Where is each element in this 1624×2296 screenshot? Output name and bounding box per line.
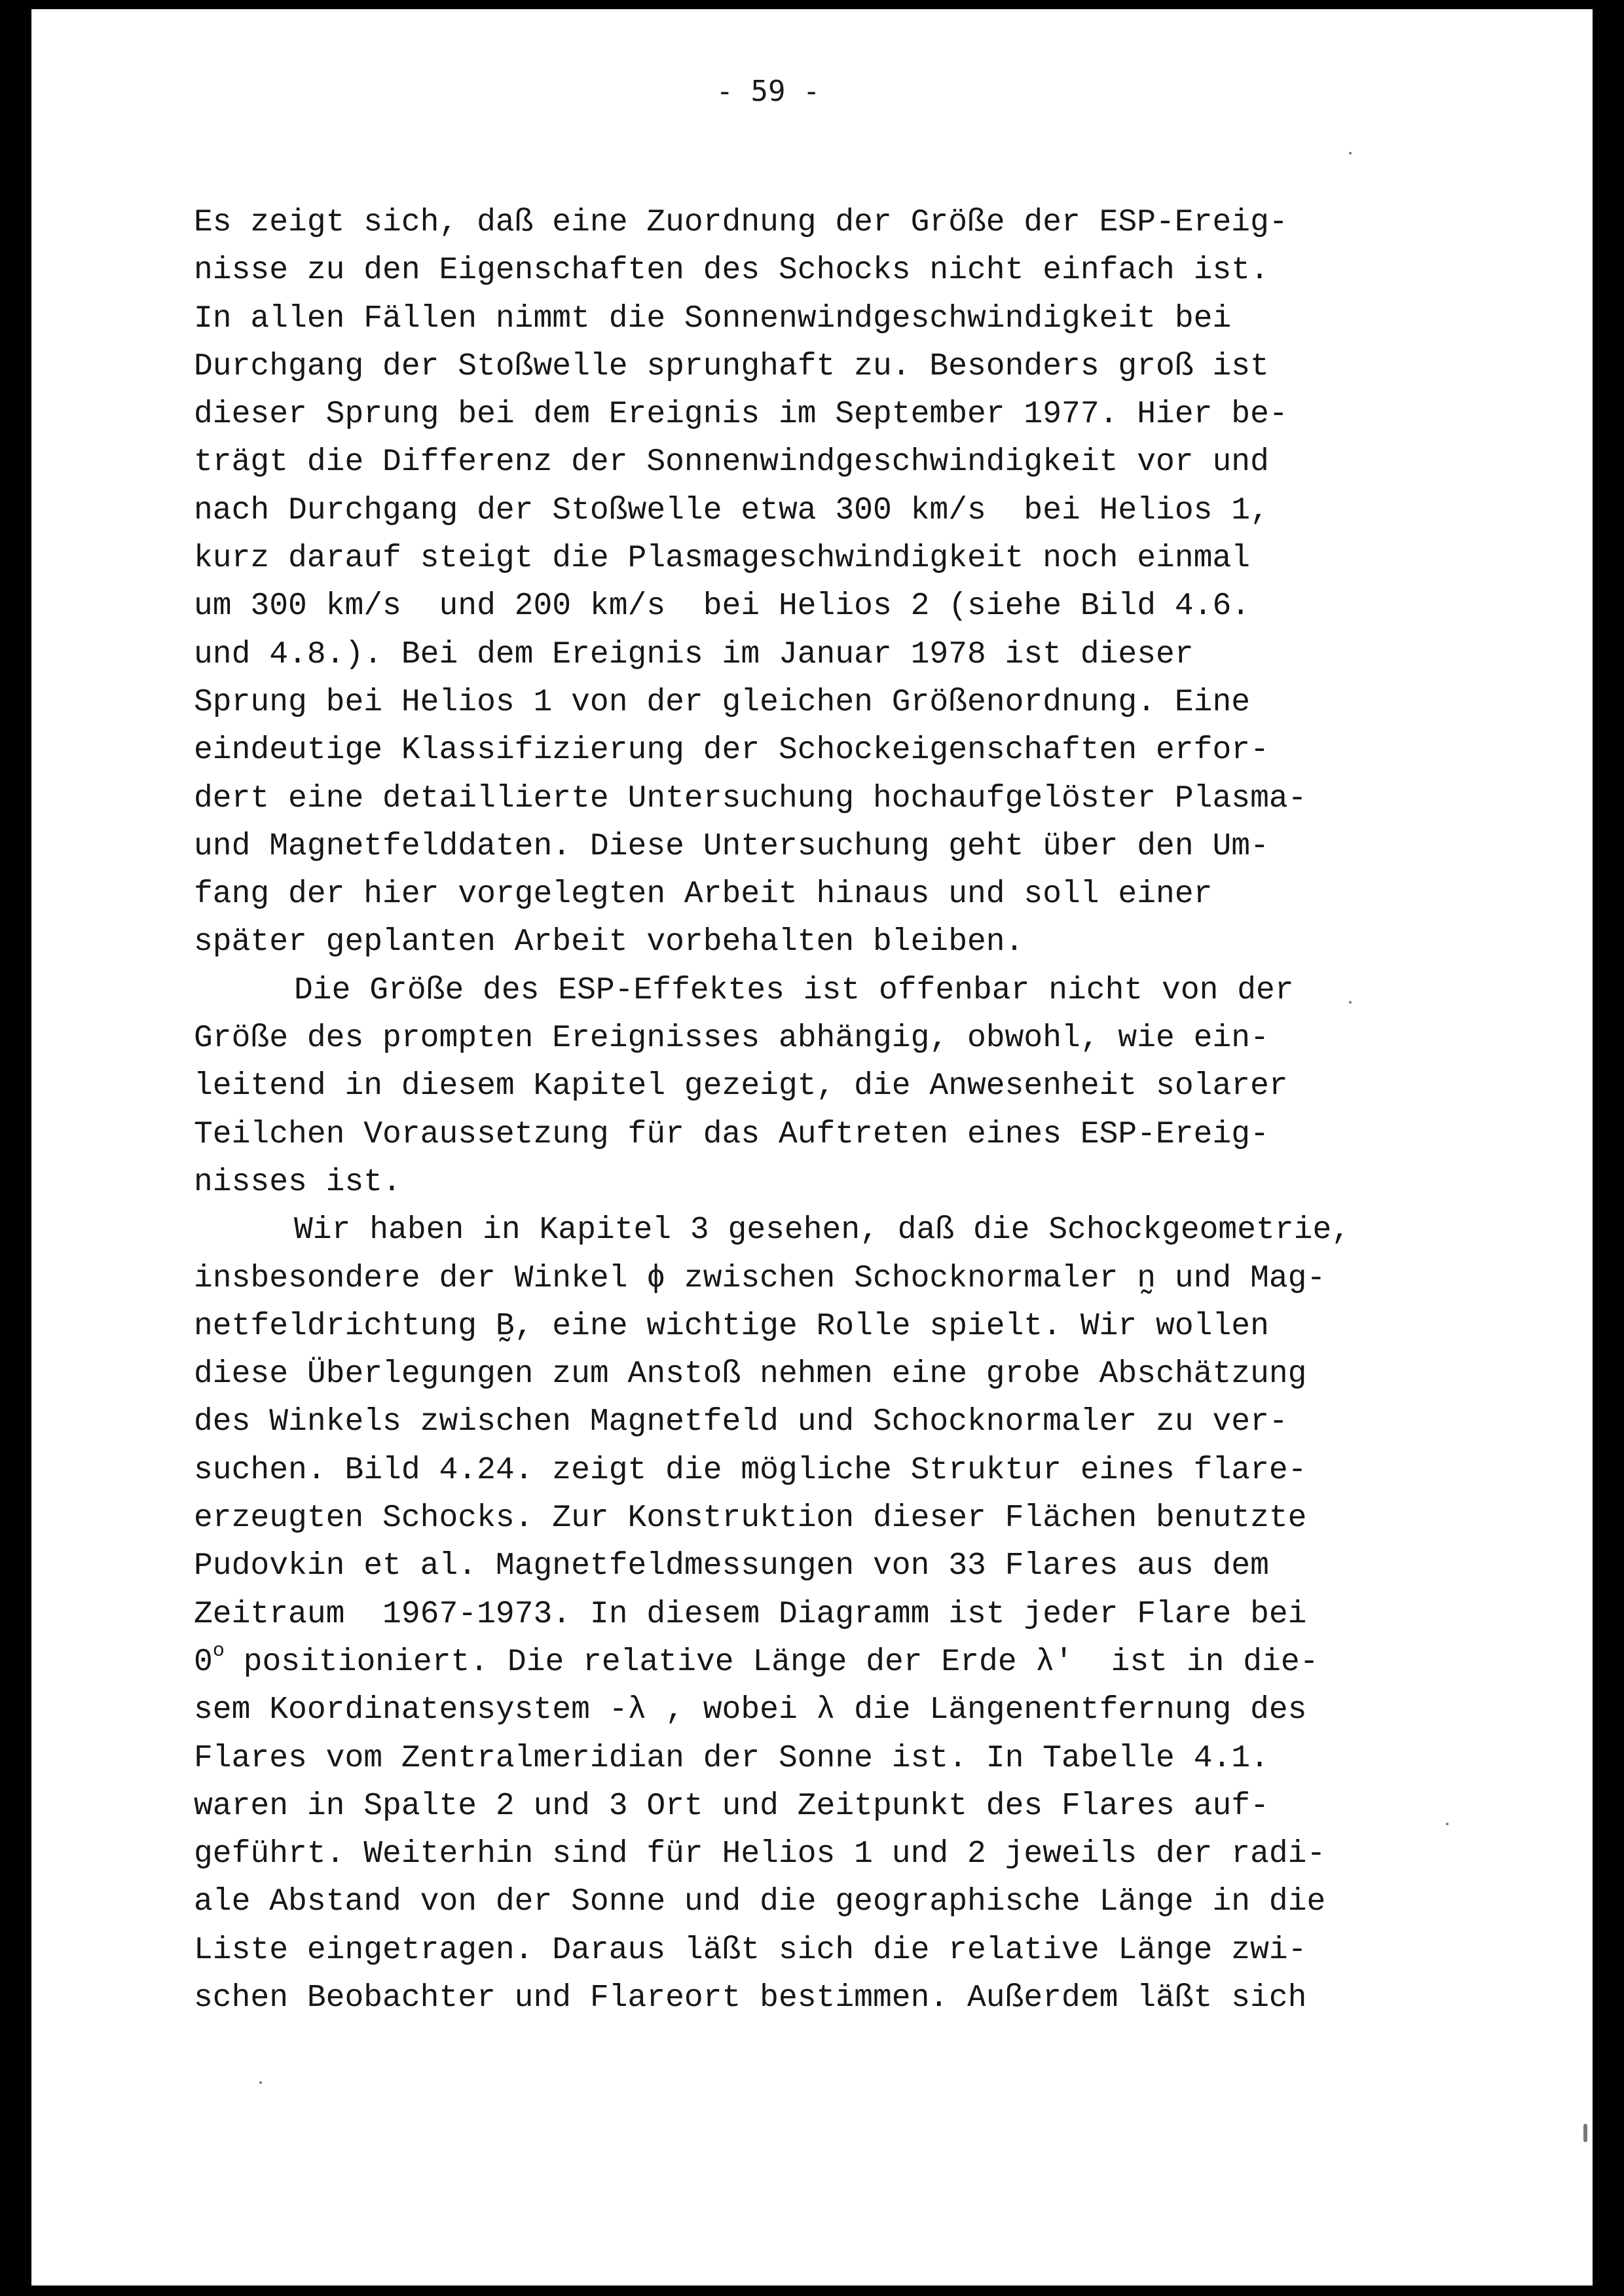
text-line: fang der hier vorgelegten Arbeit hinaus und soll einer [194, 877, 1213, 913]
text-line: diese Überlegungen zum Anstoß nehmen eine grobe Abschätzung [194, 1357, 1307, 1393]
text-line: später geplanten Arbeit vorbehalten bleiben. [194, 924, 1024, 960]
text-line: Liste eingetragen. Daraus läßt sich die relative Länge zwi- [194, 1932, 1307, 1968]
text-line: Sprung bei Helios 1 von der gleichen Größenordnung. Eine [194, 684, 1251, 720]
degree-superscript: o [212, 1639, 225, 1662]
text-line: erzeugten Schocks. Zur Konstruktion dieser Flächen benutzte [194, 1501, 1307, 1537]
document-page [31, 9, 1593, 2286]
text-line: des Winkels zwischen Magnetfeld und Schocknormaler zu ver- [194, 1404, 1288, 1440]
text-line: ale Abstand von der Sonne und die geographische Länge in die [194, 1884, 1326, 1920]
text-line: kurz darauf steigt die Plasmageschwindigkeit noch einmal [194, 541, 1251, 577]
text-line: Zeitraum 1967-1973. In diesem Diagramm ist jeder Flare bei [194, 1596, 1307, 1632]
text-line: Durchgang der Stoßwelle sprunghaft zu. Besonders groß ist [194, 348, 1269, 384]
text-line: Teilchen Voraussetzung für das Auftreten eines ESP-Ereig- [194, 1116, 1269, 1152]
text-line: dert eine detaillierte Untersuchung hochaufgelöster Plasma- [194, 780, 1307, 816]
text-line: suchen. Bild 4.24. zeigt die mögliche Struktur eines flare- [194, 1452, 1307, 1488]
text-line: nisse zu den Eigenschaften des Schocks nicht einfach ist. [194, 253, 1269, 289]
text-line: geführt. Weiterhin sind für Helios 1 und 2 jeweils der radi- [194, 1836, 1326, 1872]
text-line: dieser Sprung bei dem Ereignis im September 1977. Hier be- [194, 397, 1288, 433]
scan-speck [1349, 152, 1352, 155]
text-line: um 300 km/s und 200 km/s bei Helios 2 (siehe Bild 4.6. [194, 589, 1251, 625]
text-line: Pudovkin et al. Magnetfeldmessungen von 33 Flares aus dem [194, 1548, 1269, 1584]
text-line: nach Durchgang der Stoßwelle etwa 300 km/s bei Helios 1, [194, 492, 1269, 528]
scan-speck [1583, 2124, 1587, 2142]
degree-value: 0 [194, 1644, 213, 1680]
text-line [194, 1639, 1477, 1686]
page-number: - 59 - [716, 75, 821, 108]
text-line: nisses ist. [194, 1164, 401, 1200]
scan-speck [1349, 1001, 1352, 1004]
scan-speck [1446, 1823, 1449, 1825]
text-line: trägt die Differenz der Sonnenwindgeschwindigkeit vor und [194, 445, 1269, 481]
scan-speck [259, 2081, 262, 2084]
paragraph-start-line: Wir haben in Kapitel 3 gesehen, daß die Schockgeometrie, [294, 1212, 1351, 1248]
text-line: sem Koordinatensystem -λ , wobei λ die Längenentfernung des [194, 1692, 1307, 1728]
text-line: eindeutige Klassifizierung der Schockeigenschaften erfor- [194, 733, 1269, 769]
text-line: insbesondere der Winkel ϕ zwischen Schocknormaler n̰ und Mag- [194, 1260, 1326, 1296]
text-line: Flares vom Zentralmeridian der Sonne ist. In Tabelle 4.1. [194, 1740, 1269, 1776]
text-line: schen Beobachter und Flareort bestimmen. Außerdem läßt sich [194, 1980, 1307, 2016]
paragraph-start-line: Die Größe des ESP-Effektes ist offenbar nicht von der [294, 972, 1294, 1008]
text-line: leitend in diesem Kapitel gezeigt, die Anwesenheit solarer [194, 1068, 1288, 1104]
text-line-rest: positioniert. Die relative Länge der Erde λ' ist in die- [243, 1644, 1319, 1680]
text-line: Größe des prompten Ereignisses abhängig, obwohl, wie ein- [194, 1021, 1269, 1057]
text-line: netfeldrichtung B̰, eine wichtige Rolle spielt. Wir wollen [194, 1308, 1269, 1344]
text-line: In allen Fällen nimmt die Sonnenwindgeschwindigkeit bei [194, 301, 1232, 337]
body-text [194, 199, 1477, 2022]
text-line: waren in Spalte 2 und 3 Ort und Zeitpunkt des Flares auf- [194, 1788, 1269, 1824]
text-line: und 4.8.). Bei dem Ereignis im Januar 1978 ist dieser [194, 636, 1194, 672]
text-line: und Magnetfelddaten. Diese Untersuchung geht über den Um- [194, 828, 1269, 864]
text-line: Es zeigt sich, daß eine Zuordnung der Größe der ESP-Ereig- [194, 205, 1288, 240]
